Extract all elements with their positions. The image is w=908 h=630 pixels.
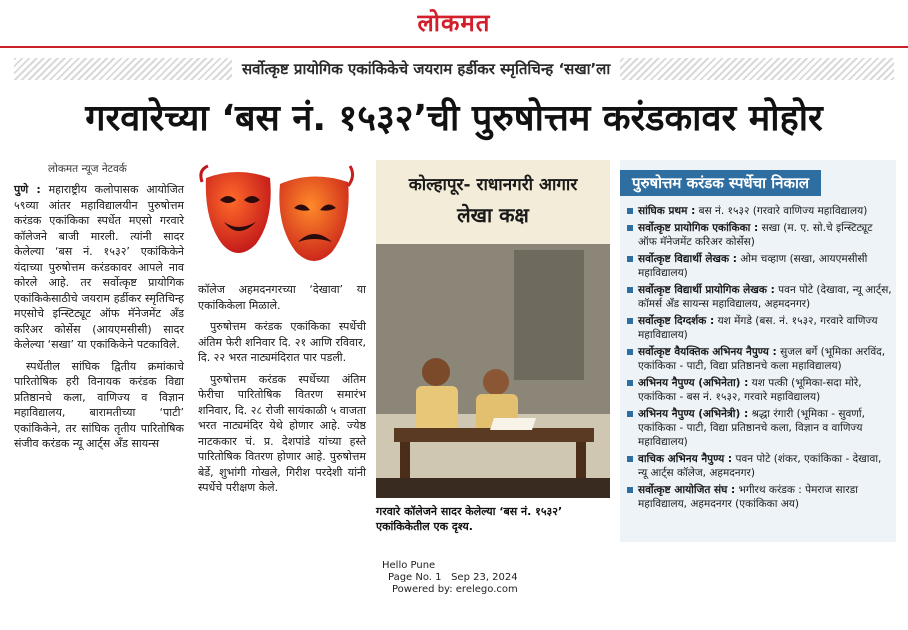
- photo-caption: गरवारे कॉलेजने सादर केलेल्या ‘बस नं. १५३२’ एकांकिकेतील एक दृश्य.: [376, 505, 563, 533]
- byline: लोकमत न्यूज नेटवर्क: [48, 163, 127, 175]
- result-item: [626, 252, 892, 280]
- result-item: [626, 221, 892, 249]
- story-column-2: [198, 282, 366, 502]
- result-item: [626, 314, 892, 342]
- kicker: सर्वोत्कृष्ट प्रायोगिक एकांकिकेचे जयराम हर्डीकर स्मृतिचिन्ह ‘सखा’ला: [232, 58, 620, 80]
- newspaper-logo: लोकमत: [417, 8, 491, 37]
- result-item: [626, 452, 892, 480]
- result-winner: श्रद्धा रंगारी (भूमिका - सुवर्णा, एकांकिका - पाटी, विद्या प्रतिष्ठानचे कला, विज्ञान व वाणिज्य महाविद्यालय): [638, 408, 865, 448]
- results-box: [620, 160, 896, 542]
- result-winner: पवन पोटे (देखावा, न्यू आर्ट्स, कॉमर्स अँड सायन्स महाविद्यालय, अहमदनगर): [638, 284, 892, 310]
- powered-by: Powered by: erelego.com: [392, 584, 518, 595]
- result-item: [626, 483, 892, 511]
- story-column-1: [14, 162, 184, 458]
- result-category: सर्वोत्कृष्ट आयोजित संघ :: [638, 484, 736, 496]
- board-text-line-2: लेखा कक्ष: [457, 203, 529, 227]
- page-footer: [372, 560, 532, 596]
- headline: गरवारेच्या ‘बस नं. १५३२’ची पुरुषोत्तम करंडकावर मोहोर: [85, 98, 823, 139]
- result-category: सर्वोत्कृष्ट प्रायोगिक एकांकिका :: [638, 222, 759, 234]
- result-winner: यश पत्की (भूमिका-सदा मोरे, एकांकिका - बस नं. १५३२, गरवारे महाविद्यालय): [638, 377, 862, 403]
- stage-scene-image: [376, 160, 610, 498]
- masthead: [0, 0, 908, 44]
- story-paragraph: [14, 182, 184, 353]
- page-date: Sep 23, 2024: [451, 572, 518, 583]
- dateline: पुणे :: [14, 183, 41, 196]
- result-category: अभिनय नैपुण्य (अभिनेत्री) :: [638, 408, 749, 420]
- result-winner: सुजल बर्गे (भूमिका अरविंद, एकांकिका - पाटी, विद्या प्रतिष्ठानचे कला महाविद्यालय): [638, 346, 886, 372]
- story-paragraph: पुरुषोत्तम करंडक स्पर्धेच्या अंतिम फेरीचा पारितोषिक वितरण समारंभ शनिवार, दि. २८ रोजी सायंकाळी ५ वाजता भरत नाट्यमंदिर येथे होणार आहे. ज्येष्ठ नाटककार चं. प्र. देशपांडे यांच्या हस्ते पारितोषिक वितरण होणार आहे. पुरुषोत्तम बेर्डे, शुभांगी गोखले, गिरीश परदेशी यांनी स्पर्धेचे परीक्षण केले.: [198, 372, 366, 494]
- result-category: अभिनय नैपुण्य (अभिनेता) :: [638, 377, 749, 389]
- story-paragraph: पुरुषोत्तम करंडक एकांकिका स्पर्धेची अंतिम फेरी शनिवार दि. २१ आणि रविवार, दि. २२ भरत नाट्यमंदिरात पार पडली.: [198, 320, 366, 364]
- result-item: [626, 407, 892, 449]
- result-winner: भगीरथ करंडक : पेमराज सारडा महाविद्यालय, अहमदनगर (एकांकिका अय): [638, 484, 858, 510]
- story-paragraph: कॉलेज अहमदनगरच्या ‘देखावा’ या एकांकिकेला मिळाले.: [198, 283, 366, 312]
- story-text: महाराष्ट्रीय कलोपासक आयोजित ५९व्या आंतर महाविद्यालयीन पुरुषोत्तम करंडक एकांकिका स्पर्धेत मएसो गरवारे कॉलेजने बाजी मारली. त्यांनी सादर केलेल्या ‘बस नं. १५३२’ एकांकिकेने यंदाच्या पुरुषोत्तम करंडकावर आपले नाव कोरले आहे. तर सर्वोत्कृष्ट प्रायोगिक एकांकिकेसाठीचे जयराम हर्डीकर स्मृतिचिन्ह मएसोचे इन्स्टिट्यूट ऑफ मॅनेजमेंट अँड करिअर कोर्सेस (आयएमसीसी) सादर केलेल्या ‘सखा’ या एकांकिकेने पटकाविले.: [14, 183, 184, 351]
- theatre-masks-icon: [198, 160, 358, 274]
- theatre-masks-illustration: [198, 160, 358, 274]
- result-winner: सखा (म. ए. सो.चे इन्स्टिट्यूट ऑफ मॅनेजमेंट करिअर कोर्सेस): [638, 222, 873, 248]
- stage-photo: [376, 160, 610, 498]
- page-info: [372, 572, 532, 584]
- result-winner: यश मेंगडे (बस. नं. १५३२, गरवारे वाणिज्य महाविद्यालय): [638, 315, 878, 341]
- result-winner: बस नं. १५३२ (गरवारे वाणिज्य महाविद्यालय): [698, 205, 868, 217]
- edition-label: Hello Pune: [382, 560, 436, 571]
- result-category: सांघिक प्रथम :: [638, 205, 696, 217]
- story-body: [14, 182, 184, 452]
- result-category: सर्वोत्कृष्ट विद्यार्थी लेखक :: [638, 253, 737, 265]
- result-winner: ओम चव्हाण (सखा, आयएमसीसी महाविद्यालय): [638, 253, 868, 279]
- results-title: पुरुषोत्तम करंडक स्पर्धेचा निकाल: [620, 170, 821, 196]
- results-list: [626, 204, 892, 514]
- story-paragraph: स्पर्धेतील सांघिक द्वितीय क्रमांकाचे पारितोषिक हरी विनायक करंडक विद्या प्रतिष्ठानचे कला, वाणिज्य व विज्ञान महाविद्यालय, बारामतीच्या ‘पाटी’ एकांकिकेने, तर सांघिक तृतीय पारितोषिक संजीव करंडक न्यू आर्ट्स अँड सायन्स: [14, 359, 184, 450]
- result-item: [626, 204, 892, 218]
- result-item: [626, 376, 892, 404]
- result-category: सर्वोत्कृष्ट दिग्दर्शक :: [638, 315, 715, 327]
- result-category: सर्वोत्कृष्ट विद्यार्थी प्रायोगिक लेखक :: [638, 284, 775, 296]
- result-item: [626, 283, 892, 311]
- result-winner: पवन पोटे (शंकर, एकांकिका - देखावा, न्यू आर्ट्स कॉलेज, अहमदनगर): [638, 453, 882, 479]
- board-text-line-1: कोल्हापूर- राधानगरी आगार: [408, 175, 578, 195]
- masthead-rule: [0, 46, 908, 48]
- page-number: Page No. 1: [388, 572, 442, 583]
- result-item: [626, 345, 892, 373]
- result-category: वाचिक अभिनय नैपुण्य :: [638, 453, 733, 465]
- result-category: सर्वोत्कृष्ट वैयक्तिक अभिनय नैपुण्य :: [638, 346, 777, 358]
